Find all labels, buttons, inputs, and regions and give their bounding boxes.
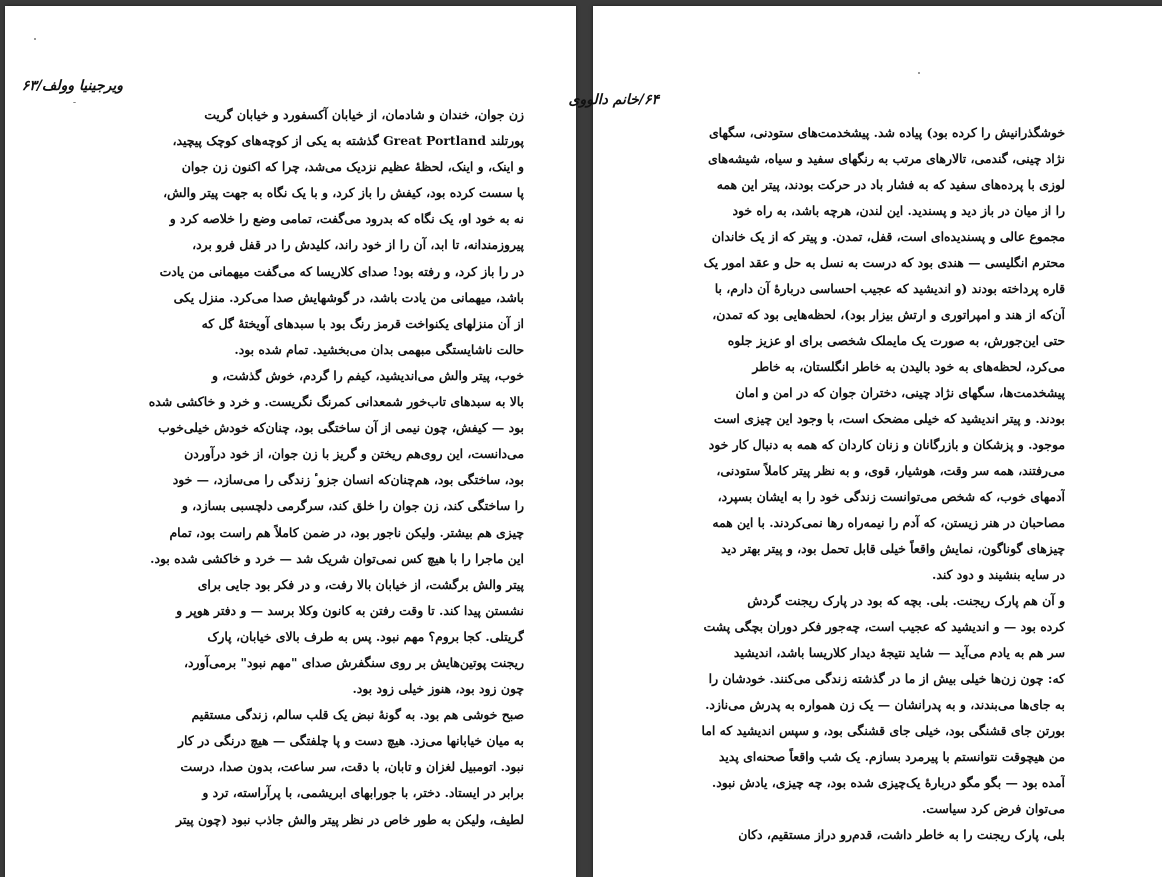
text-line: آمده بود — بگو مگو دربارهٔ یک‌چیزی شده بود، چه چیزی، یادش نبود.	[711, 775, 1065, 790]
text-line: می‌دانست، این روی‌هم ریختن و گریز با زن جوان، از خود درآوردن	[184, 446, 524, 462]
scan-speck	[918, 72, 920, 74]
text-line: بودند. و پیتر اندیشید که خیلی مضحک است، با وجود این چیزی است	[713, 411, 1065, 426]
text-line: نژاد چینی، گندمی، تالارهای مرتب به رنگهای سفید و سیاه، شیشه‌های	[708, 151, 1065, 166]
text-line: مجموع عالی و پسندیده‌ای است، قفل، تمدن. و پیتر که از یک خاندان	[711, 229, 1065, 244]
text-line: موجود. و پزشکان و بازرگانان و زنان کاردان که همه به دنبال کار خود	[708, 437, 1065, 452]
text-line: چون زود بود، هنوز خیلی زود بود.	[352, 681, 524, 697]
text-line: پیشخدمت‌ها، سگهای نژاد چینی، دختران جوان که در امن و امان	[735, 385, 1065, 400]
text-line: در را باز کرد، و رفته بود! صدای کلاریسا که می‌گفت میهمانی من یادت	[159, 263, 524, 279]
text-line: بلی، پارک ریجنت را به خاطر داشت، قدم‌رو دراز مستقیم، دکان	[738, 827, 1065, 842]
text-line: باشد، میهمانی من یادت باشد، در گوشهایش صدا می‌کرد. منزل یکی	[173, 289, 524, 305]
running-header-right: ۶۴/خانم دالووی	[568, 92, 659, 108]
text-line: و اینک، و اینک، لحظهٔ عظیم نزدیک می‌شد، چرا که اکنون زن جوان	[181, 159, 524, 175]
page-right	[568, 6, 1162, 877]
text-line: به جای‌ها می‌بندند، و به پدرانشان — یک زن همواره به پدرش می‌نازد.	[705, 697, 1065, 712]
running-header-left: ویرجینیا وولف/۶۳	[21, 78, 123, 94]
text-line: نه به خود او، یک نگاه که بدرود می‌گفت، تمامی وضع را خلاصه کرد و	[169, 211, 524, 227]
text-line: سر هم به یادم می‌آید — شاید نتیجهٔ دیدار کلاریسا باشد، اندیشید	[733, 645, 1065, 660]
text-line: پیتر والش برگشت، از خیابان بالا رفت، و در فکر بود جایی برای	[197, 576, 524, 592]
text-line: صبح خوشی هم بود. به گونهٔ نبض یک قلب سالم، زندگی مستقیم	[191, 707, 524, 723]
text-line: کرده بود — و اندیشید که عجیب است، چه‌جور فکر دوران بچگی پشت	[703, 619, 1065, 634]
text-line: می‌رفتند، همه سر وقت، هوشیار، قوی، و به نظر پیتر کاملاً ستودنی،	[716, 463, 1065, 478]
text-line: را ساختگی کند، زن جوان را خلق کند، سرگرمی دلچسبی بسازد، و	[181, 498, 524, 514]
body-text-right	[655, 120, 1065, 848]
text-line: چیزهای گوناگون، نمایش واقعاً خیلی قابل تحمل بود، و پیتر بهتر دید	[720, 541, 1065, 556]
text-line: گریتلی. کجا بروم؟ مهم نبود. پس به طرف بالای خیابان، پارک	[207, 628, 524, 644]
text-line: قاره پرداخته بودند (و اندیشید که عجیب احساسی دربارهٔ آن دارم، با	[714, 281, 1065, 296]
text-line: را از میان در باز دید و پسندید. این لندن، هرچه باشد، به راه خود	[732, 203, 1065, 218]
text-line: و آن هم پارک ریجنت. بلی. بچه که بود در پارک ریجنت گردش	[747, 593, 1065, 608]
text-line: من هیچوقت نتوانستم با پیرمرد بسازم. یک شب واقعاً صحنه‌ای پدید	[718, 749, 1065, 764]
text-line: در سایه بنشیند و دود کند.	[932, 567, 1065, 582]
text-line: ریجنت پوتین‌هایش بر روی سنگفرش صدای "مهم نبود" برمی‌آورد،	[184, 654, 524, 670]
text-line: بود — کیفش، چون نیمی از آن ساختگی بود، چنان‌که خودش خیلی‌خوب	[158, 420, 524, 436]
text-line: می‌کرد، لحظه‌های به خود بالیدن به خاطر انگلستان، به خاطر	[752, 359, 1065, 374]
text-line: لطیف، ولیکن به طور خاص در نظر پیتر والش جاذب نبود (چون پیتر	[175, 811, 524, 827]
text-line: پیروزمندانه، تا ابد، آن را از خود راند، کلیدش را در قفل فرو برد،	[192, 237, 524, 253]
text-line: چیزی هم بیشتر. ولیکن ناجور بود، در ضمن کاملاً هم راست بود، تمام	[169, 524, 524, 540]
text-line: مصاحبان در هنر زیستن، که آدم را نیمه‌راه رها نمی‌کردند. با این همه	[712, 515, 1065, 530]
text-line: محترم انگلیسی — هندی بود که درست به نسل به حل و عقد امور یک	[703, 255, 1065, 270]
text-line: نشستن پیدا کند. تا وقت رفتن به کانون وکلا برسد — و دفتر هوپر و	[176, 602, 524, 618]
text-line: به میان خیابانها می‌زد. هیچ دست و پا چلفتگی — هیچ درنگی در کار	[178, 733, 524, 749]
text-line: آن‌که از هند و امپراتوری و ارتش بیزار بود)، لحظه‌هایی بود که تمدن،	[712, 307, 1065, 322]
text-line: بالا به سبدهای تاب‌خور شمعدانی کمرنگ نگریست. و خرد و خاکشی شده	[148, 394, 524, 410]
text-line: بود، ساختگی بود، هم‌چنان‌که انسان جزوٴ زندگی را می‌سازد، — خود	[172, 472, 524, 488]
text-line: که: چون زن‌ها خیلی بیش از ما در گذشته زندگی می‌کنند. خودشان را	[708, 671, 1065, 686]
text-line: پورتلند Great Portland گذشته به یکی از کوچه‌های کوچک پیچید،	[172, 133, 524, 149]
text-line: از آن منزلهای یکنواخت قرمز رنگ بود با سبدهای آویختهٔ گل که	[201, 315, 524, 331]
page-left	[5, 6, 576, 877]
text-line: آدمهای خوب، که شخص می‌توانست زندگی خود را به ایشان بسپرد،	[717, 489, 1065, 504]
text-line: پا سست کرده بود، کیفش را باز کرد، و با یک نگاه به جهت پیتر والش،	[163, 185, 524, 201]
body-text-left	[34, 102, 524, 833]
text-line: لوزی با پرده‌های سفید که به فشار باد در حرکت بودند، پیتر این همه	[716, 177, 1065, 192]
text-line: زن جوان، خندان و شادمان، از خیابان آکسفورد و خیابان گریت	[204, 107, 524, 122]
scan-speck	[34, 38, 36, 40]
text-line: خوب، پیتر والش می‌اندیشید، کیفم را گردم، خوش گذشت، و	[211, 367, 524, 383]
text-line: این ماجرا را با هیچ کس نمی‌توان شریک شد — خرد و خاکشی شده بود.	[150, 550, 524, 566]
text-line: بورتن جای قشنگی بود، خیلی جای قشنگی بود، و سپس اندیشید که اما	[701, 723, 1065, 738]
text-line: می‌توان فرض کرد سیاست.	[921, 801, 1065, 816]
text-line: برابر در ایستاد. دختر، با جورابهای ابریشمی، با پرآراسته، ترد و	[202, 785, 524, 801]
text-line: حتی این‌جورش، به صورت یک مایملک شخصی برای او عزیز جلوه	[727, 333, 1065, 348]
text-line: خوشگذرانیش را کرده بود) پیاده شد. پیشخدمت‌های ستودنی، سگهای	[708, 125, 1065, 140]
text-line: نبود. اتومبیل لغزان و تابان، با دقت، سر ساعت، بدون صدا، درست	[180, 759, 524, 775]
text-line: حالت ناشایستگی مبهمی بدان می‌بخشید. تمام شده بود.	[234, 341, 524, 357]
